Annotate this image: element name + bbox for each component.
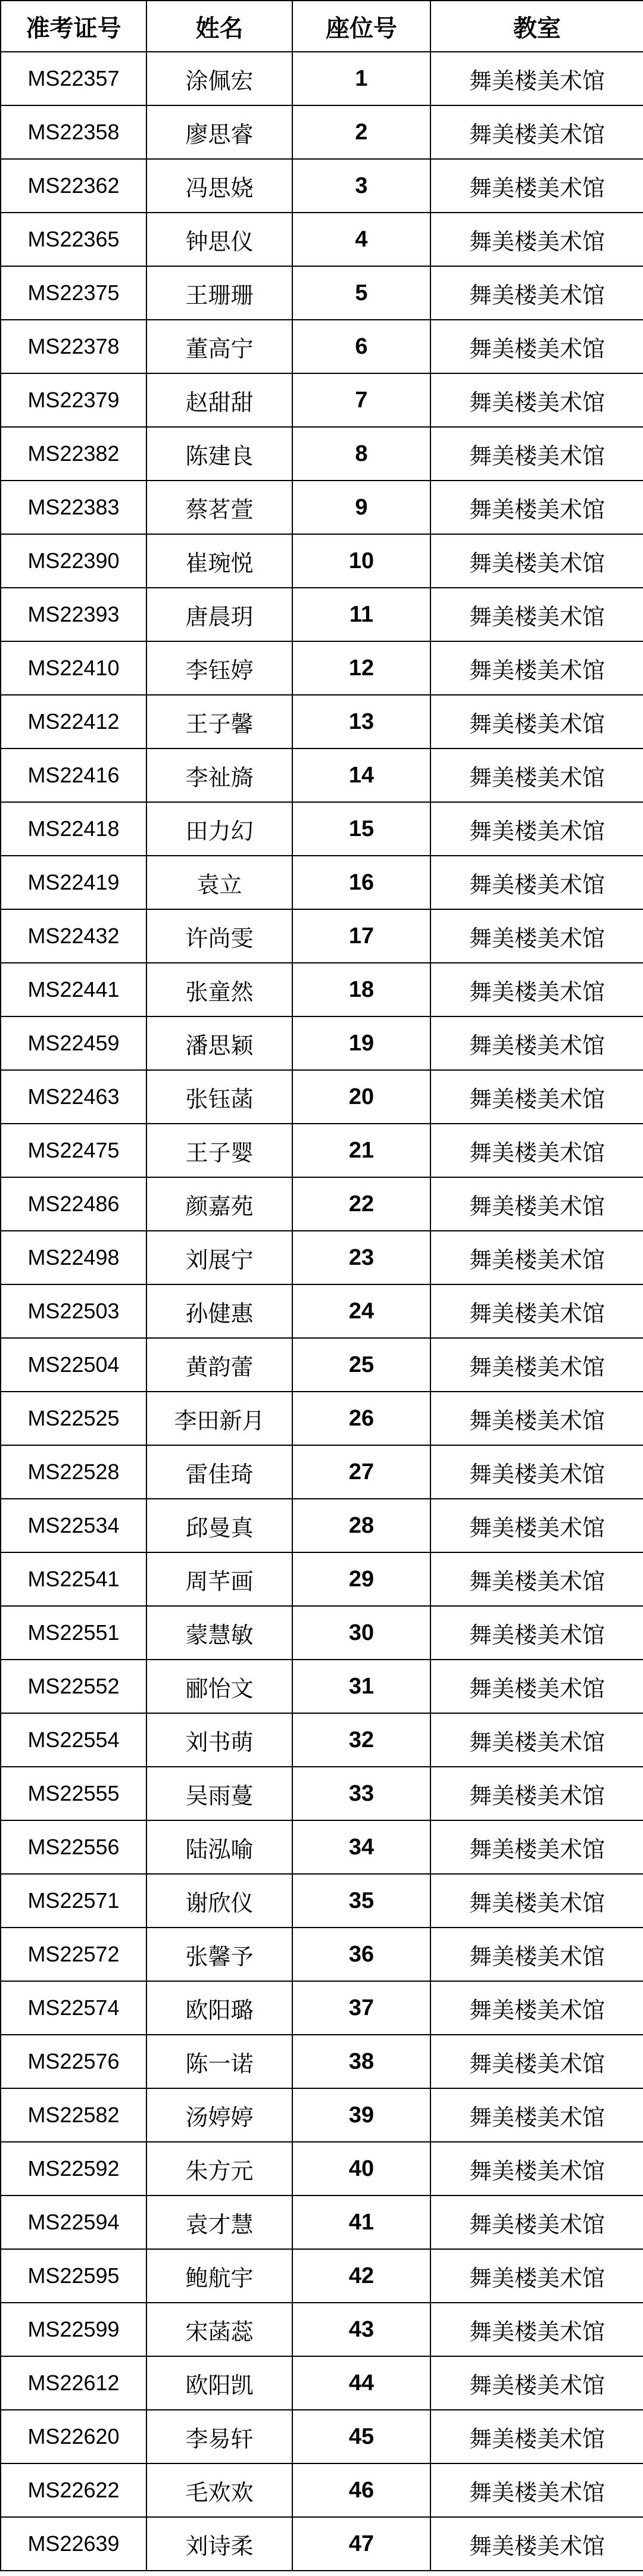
table-row — [1, 52, 643, 105]
classroom-cell: 舞美楼美术馆 — [430, 1016, 643, 1070]
table-row — [1, 802, 643, 856]
student-name-cell: 黄韵蕾 — [146, 1338, 292, 1392]
seat-number-cell: 28 — [292, 1499, 430, 1552]
classroom-cell: 舞美楼美术馆 — [430, 963, 643, 1016]
seat-number-cell: 40 — [292, 2142, 430, 2195]
exam-id-cell: MS22382 — [1, 427, 146, 481]
student-name-cell: 唐晨玥 — [146, 588, 292, 641]
classroom-cell: 舞美楼美术馆 — [430, 2035, 643, 2088]
table-row — [1, 373, 643, 427]
student-name-cell: 冯思娆 — [146, 159, 292, 213]
exam-id-cell: MS22622 — [1, 2463, 146, 2517]
exam-id-cell: MS22383 — [1, 481, 146, 534]
seat-number-cell: 41 — [292, 2195, 430, 2249]
table-row — [1, 1016, 643, 1070]
seat-number-cell: 11 — [292, 588, 430, 641]
student-name-cell: 鲍航宇 — [146, 2249, 292, 2303]
classroom-cell: 舞美楼美术馆 — [430, 1767, 643, 1820]
exam-id-cell: MS22528 — [1, 1445, 146, 1499]
table-row — [1, 1338, 643, 1392]
student-name-cell: 汤婷婷 — [146, 2088, 292, 2142]
table-row — [1, 641, 643, 695]
seat-number-cell: 38 — [292, 2035, 430, 2088]
exam-id-cell: MS22552 — [1, 1660, 146, 1713]
classroom-cell: 舞美楼美术馆 — [430, 2356, 643, 2410]
student-name-cell: 张馨予 — [146, 1928, 292, 1981]
exam-id-cell: MS22375 — [1, 266, 146, 320]
seat-number-cell: 16 — [292, 856, 430, 909]
seat-number-cell: 29 — [292, 1552, 430, 1606]
student-name-cell: 涂佩宏 — [146, 52, 292, 105]
seat-number-cell: 31 — [292, 1660, 430, 1713]
table-row — [1, 1660, 643, 1713]
student-name-cell: 欧阳璐 — [146, 1981, 292, 2035]
exam-id-cell: MS22441 — [1, 963, 146, 1016]
classroom-cell: 舞美楼美术馆 — [430, 2249, 643, 2303]
classroom-cell: 舞美楼美术馆 — [430, 1552, 643, 1606]
exam-id-cell: MS22576 — [1, 2035, 146, 2088]
classroom-cell: 舞美楼美术馆 — [430, 373, 643, 427]
classroom-cell: 舞美楼美术馆 — [430, 1874, 643, 1928]
seat-number-cell: 43 — [292, 2303, 430, 2356]
table-row — [1, 1177, 643, 1231]
exam-id-cell: MS22525 — [1, 1392, 146, 1445]
seat-number-cell: 34 — [292, 1820, 430, 1874]
classroom-cell: 舞美楼美术馆 — [430, 1713, 643, 1767]
student-name-cell: 刘诗柔 — [146, 2517, 292, 2571]
exam-id-cell: MS22555 — [1, 1767, 146, 1820]
exam-id-cell: MS22582 — [1, 2088, 146, 2142]
seat-number-cell: 25 — [292, 1338, 430, 1392]
classroom-cell: 舞美楼美术馆 — [430, 427, 643, 481]
table-row — [1, 1552, 643, 1606]
student-name-cell: 陆泓喻 — [146, 1820, 292, 1874]
exam-id-cell: MS22594 — [1, 2195, 146, 2249]
classroom-cell: 舞美楼美术馆 — [430, 1231, 643, 1284]
seat-number-cell: 1 — [292, 52, 430, 105]
student-name-cell: 陈建良 — [146, 427, 292, 481]
student-name-cell: 袁才慧 — [146, 2195, 292, 2249]
table-row — [1, 1928, 643, 1981]
seat-number-cell: 44 — [292, 2356, 430, 2410]
exam-id-cell: MS22534 — [1, 1499, 146, 1552]
table-row — [1, 1981, 643, 2035]
classroom-cell: 舞美楼美术馆 — [430, 481, 643, 534]
table-row — [1, 963, 643, 1016]
exam-id-cell: MS22412 — [1, 695, 146, 749]
table-row — [1, 2142, 643, 2195]
table-header — [1, 1, 643, 52]
student-name-cell: 孙健惠 — [146, 1284, 292, 1338]
table-row — [1, 2463, 643, 2517]
seat-number-cell: 9 — [292, 481, 430, 534]
student-name-cell: 毛欢欢 — [146, 2463, 292, 2517]
table-row — [1, 2249, 643, 2303]
student-name-cell: 王子婴 — [146, 1124, 292, 1177]
classroom-cell: 舞美楼美术馆 — [430, 213, 643, 266]
table-row — [1, 1606, 643, 1660]
exam-id-cell: MS22572 — [1, 1928, 146, 1981]
table-row — [1, 159, 643, 213]
exam-id-cell: MS22357 — [1, 52, 146, 105]
seat-number-cell: 33 — [292, 1767, 430, 1820]
exam-id-cell: MS22554 — [1, 1713, 146, 1767]
student-name-cell: 王珊珊 — [146, 266, 292, 320]
classroom-cell: 舞美楼美术馆 — [430, 159, 643, 213]
classroom-cell: 舞美楼美术馆 — [430, 588, 643, 641]
table-row — [1, 1445, 643, 1499]
seat-number-cell: 17 — [292, 909, 430, 963]
table-row — [1, 2356, 643, 2410]
exam-id-cell: MS22390 — [1, 534, 146, 588]
exam-id-cell: MS22358 — [1, 105, 146, 159]
seat-number-cell: 46 — [292, 2463, 430, 2517]
seat-number-cell: 5 — [292, 266, 430, 320]
exam-id-cell: MS22551 — [1, 1606, 146, 1660]
classroom-cell: 舞美楼美术馆 — [430, 2303, 643, 2356]
table-row — [1, 2517, 643, 2571]
classroom-cell: 舞美楼美术馆 — [430, 1338, 643, 1392]
student-name-cell: 周芊画 — [146, 1552, 292, 1606]
classroom-cell: 舞美楼美术馆 — [430, 2142, 643, 2195]
table-row — [1, 2035, 643, 2088]
student-name-cell: 蔡茗萱 — [146, 481, 292, 534]
table-row — [1, 1713, 643, 1767]
table-row — [1, 2195, 643, 2249]
classroom-cell: 舞美楼美术馆 — [430, 1392, 643, 1445]
exam-id-cell: MS22571 — [1, 1874, 146, 1928]
seat-number-cell: 4 — [292, 213, 430, 266]
student-name-cell: 刘书萌 — [146, 1713, 292, 1767]
student-name-cell: 欧阳凯 — [146, 2356, 292, 2410]
table-row — [1, 1874, 643, 1928]
seat-number-cell: 21 — [292, 1124, 430, 1177]
student-name-cell: 颜嘉苑 — [146, 1177, 292, 1231]
table-row — [1, 1070, 643, 1124]
table-row — [1, 213, 643, 266]
exam-id-cell: MS22463 — [1, 1070, 146, 1124]
classroom-cell: 舞美楼美术馆 — [430, 105, 643, 159]
classroom-cell: 舞美楼美术馆 — [430, 1820, 643, 1874]
classroom-cell: 舞美楼美术馆 — [430, 1499, 643, 1552]
seat-number-cell: 8 — [292, 427, 430, 481]
student-name-cell: 张钰菡 — [146, 1070, 292, 1124]
seat-number-cell: 2 — [292, 105, 430, 159]
exam-id-cell: MS22574 — [1, 1981, 146, 2035]
exam-id-cell: MS22504 — [1, 1338, 146, 1392]
seat-number-cell: 20 — [292, 1070, 430, 1124]
student-name-cell: 宋菡蕊 — [146, 2303, 292, 2356]
exam-id-cell: MS22418 — [1, 802, 146, 856]
student-name-cell: 邱曼真 — [146, 1499, 292, 1552]
student-name-cell: 李田新月 — [146, 1392, 292, 1445]
classroom-cell: 舞美楼美术馆 — [430, 802, 643, 856]
seat-number-cell: 7 — [292, 373, 430, 427]
exam-id-cell: MS22475 — [1, 1124, 146, 1177]
student-name-cell: 赵甜甜 — [146, 373, 292, 427]
table-row — [1, 481, 643, 534]
table-row — [1, 1124, 643, 1177]
exam-id-cell: MS22410 — [1, 641, 146, 695]
table-row — [1, 427, 643, 481]
student-name-cell: 董高宁 — [146, 320, 292, 373]
student-name-cell: 袁立 — [146, 856, 292, 909]
student-name-cell: 谢欣仪 — [146, 1874, 292, 1928]
student-name-cell: 雷佳琦 — [146, 1445, 292, 1499]
student-name-cell: 陈一诺 — [146, 2035, 292, 2088]
student-name-cell: 刘展宁 — [146, 1231, 292, 1284]
student-name-cell: 李易轩 — [146, 2410, 292, 2463]
header-name: 姓名 — [146, 1, 292, 52]
exam-id-cell: MS22378 — [1, 320, 146, 373]
seat-number-cell: 37 — [292, 1981, 430, 2035]
header-exam-id: 准考证号 — [1, 1, 146, 52]
exam-id-cell: MS22595 — [1, 2249, 146, 2303]
student-name-cell: 钟思仪 — [146, 213, 292, 266]
classroom-cell: 舞美楼美术馆 — [430, 2088, 643, 2142]
table-row — [1, 320, 643, 373]
exam-id-cell: MS22503 — [1, 1284, 146, 1338]
exam-id-cell: MS22620 — [1, 2410, 146, 2463]
table-row — [1, 1284, 643, 1338]
classroom-cell: 舞美楼美术馆 — [430, 1660, 643, 1713]
exam-id-cell: MS22419 — [1, 856, 146, 909]
seat-number-cell: 14 — [292, 749, 430, 802]
classroom-cell: 舞美楼美术馆 — [430, 2410, 643, 2463]
seat-number-cell: 24 — [292, 1284, 430, 1338]
seat-number-cell: 39 — [292, 2088, 430, 2142]
seat-number-cell: 36 — [292, 1928, 430, 1981]
seat-number-cell: 19 — [292, 1016, 430, 1070]
seat-number-cell: 42 — [292, 2249, 430, 2303]
classroom-cell: 舞美楼美术馆 — [430, 534, 643, 588]
table-row — [1, 695, 643, 749]
student-name-cell: 廖思睿 — [146, 105, 292, 159]
classroom-cell: 舞美楼美术馆 — [430, 1070, 643, 1124]
table-row — [1, 2088, 643, 2142]
seat-number-cell: 10 — [292, 534, 430, 588]
exam-id-cell: MS22362 — [1, 159, 146, 213]
seat-number-cell: 3 — [292, 159, 430, 213]
exam-id-cell: MS22432 — [1, 909, 146, 963]
classroom-cell: 舞美楼美术馆 — [430, 52, 643, 105]
table-row — [1, 1499, 643, 1552]
seat-number-cell: 23 — [292, 1231, 430, 1284]
exam-id-cell: MS22393 — [1, 588, 146, 641]
table-row — [1, 588, 643, 641]
classroom-cell: 舞美楼美术馆 — [430, 749, 643, 802]
student-name-cell: 朱方元 — [146, 2142, 292, 2195]
seat-number-cell: 22 — [292, 1177, 430, 1231]
exam-id-cell: MS22556 — [1, 1820, 146, 1874]
table-row — [1, 266, 643, 320]
classroom-cell: 舞美楼美术馆 — [430, 2517, 643, 2571]
classroom-cell: 舞美楼美术馆 — [430, 2463, 643, 2517]
exam-id-cell: MS22599 — [1, 2303, 146, 2356]
student-name-cell: 田力幻 — [146, 802, 292, 856]
classroom-cell: 舞美楼美术馆 — [430, 1981, 643, 2035]
table-row — [1, 909, 643, 963]
table-row — [1, 1767, 643, 1820]
seat-number-cell: 26 — [292, 1392, 430, 1445]
table-row — [1, 2410, 643, 2463]
classroom-cell: 舞美楼美术馆 — [430, 1177, 643, 1231]
table-row — [1, 1820, 643, 1874]
student-name-cell: 吴雨蔓 — [146, 1767, 292, 1820]
student-name-cell: 蒙慧敏 — [146, 1606, 292, 1660]
student-name-cell: 张童然 — [146, 963, 292, 1016]
student-name-cell: 许尚雯 — [146, 909, 292, 963]
seat-number-cell: 47 — [292, 2517, 430, 2571]
seat-number-cell: 18 — [292, 963, 430, 1016]
table-row — [1, 1231, 643, 1284]
classroom-cell: 舞美楼美术馆 — [430, 641, 643, 695]
table-row — [1, 856, 643, 909]
exam-id-cell: MS22416 — [1, 749, 146, 802]
seat-number-cell: 27 — [292, 1445, 430, 1499]
table-row — [1, 105, 643, 159]
seat-number-cell: 32 — [292, 1713, 430, 1767]
exam-id-cell: MS22541 — [1, 1552, 146, 1606]
student-name-cell: 李祉旖 — [146, 749, 292, 802]
classroom-cell: 舞美楼美术馆 — [430, 1124, 643, 1177]
exam-id-cell: MS22639 — [1, 2517, 146, 2571]
table-row — [1, 534, 643, 588]
exam-id-cell: MS22486 — [1, 1177, 146, 1231]
classroom-cell: 舞美楼美术馆 — [430, 1606, 643, 1660]
exam-id-cell: MS22365 — [1, 213, 146, 266]
table-row — [1, 749, 643, 802]
classroom-cell: 舞美楼美术馆 — [430, 1928, 643, 1981]
table-row — [1, 1392, 643, 1445]
table-row — [1, 2303, 643, 2356]
header-room: 教室 — [430, 1, 643, 52]
exam-id-cell: MS22498 — [1, 1231, 146, 1284]
classroom-cell: 舞美楼美术馆 — [430, 320, 643, 373]
seat-number-cell: 15 — [292, 802, 430, 856]
exam-id-cell: MS22592 — [1, 2142, 146, 2195]
student-name-cell: 潘思颖 — [146, 1016, 292, 1070]
student-name-cell: 郦怡文 — [146, 1660, 292, 1713]
classroom-cell: 舞美楼美术馆 — [430, 2195, 643, 2249]
exam-id-cell: MS22379 — [1, 373, 146, 427]
seat-number-cell: 35 — [292, 1874, 430, 1928]
seat-number-cell: 45 — [292, 2410, 430, 2463]
seat-number-cell: 6 — [292, 320, 430, 373]
seat-number-cell: 30 — [292, 1606, 430, 1660]
exam-id-cell: MS22612 — [1, 2356, 146, 2410]
classroom-cell: 舞美楼美术馆 — [430, 695, 643, 749]
student-name-cell: 王子馨 — [146, 695, 292, 749]
header-seat: 座位号 — [292, 1, 430, 52]
classroom-cell: 舞美楼美术馆 — [430, 1284, 643, 1338]
classroom-cell: 舞美楼美术馆 — [430, 856, 643, 909]
exam-id-cell: MS22459 — [1, 1016, 146, 1070]
student-name-cell: 崔琬悦 — [146, 534, 292, 588]
header-row — [1, 1, 643, 52]
seat-number-cell: 12 — [292, 641, 430, 695]
seat-number-cell: 13 — [292, 695, 430, 749]
table-body — [1, 52, 643, 2571]
classroom-cell: 舞美楼美术馆 — [430, 266, 643, 320]
student-name-cell: 李钰婷 — [146, 641, 292, 695]
classroom-cell: 舞美楼美术馆 — [430, 909, 643, 963]
classroom-cell: 舞美楼美术馆 — [430, 1445, 643, 1499]
